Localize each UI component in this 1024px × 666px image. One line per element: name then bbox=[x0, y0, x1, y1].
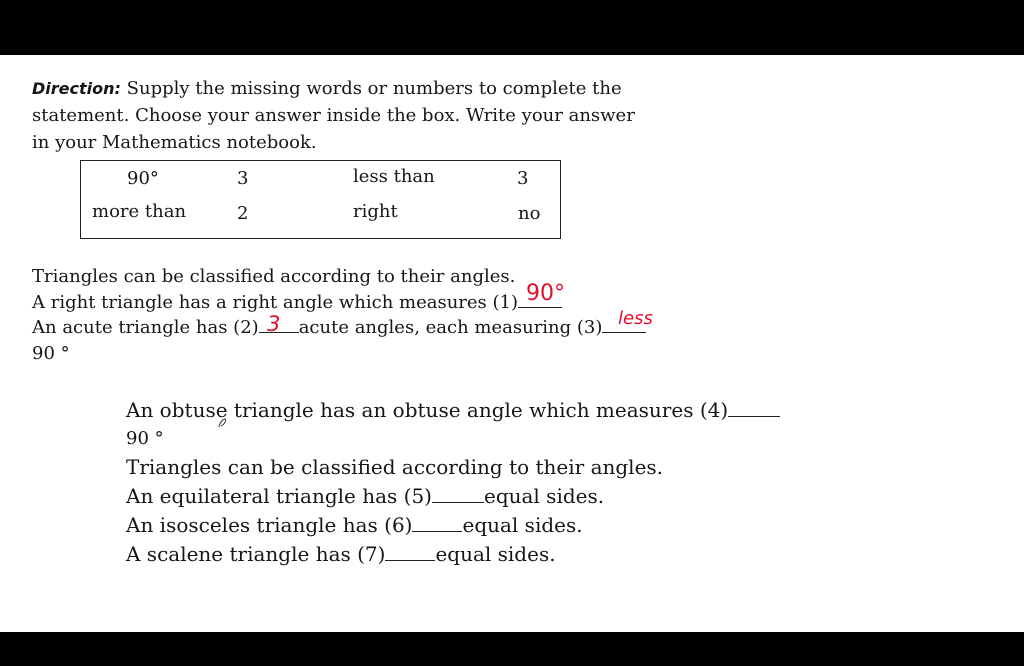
question-7-end: equal sides. bbox=[435, 542, 556, 566]
direction-text-1: Supply the missing words or numbers to complete the bbox=[126, 78, 622, 99]
handwritten-answer-2: 3 bbox=[267, 312, 281, 336]
question-5-end: equal sides. bbox=[483, 484, 605, 508]
choice-cell: no bbox=[518, 203, 541, 224]
question-3-text: acute angles, each measuring (3) bbox=[298, 317, 603, 339]
choice-cell: 3 bbox=[237, 168, 249, 189]
choice-cell: 3 bbox=[517, 168, 529, 189]
question-4-text: An obtuse triangle has an obtuse angle which measures (4) bbox=[126, 398, 729, 422]
question-6-end: equal sides. bbox=[462, 513, 583, 537]
choice-cell: less than bbox=[353, 166, 435, 187]
part1-line-4: 90 ° bbox=[32, 343, 70, 364]
top-black-bar bbox=[0, 0, 1024, 55]
question-5-text: An equilateral triangle has (5) bbox=[126, 484, 432, 508]
direction-line-2: statement. Choose your answer inside the box. Write your answer bbox=[32, 105, 635, 126]
handwritten-answer-3: less bbox=[618, 308, 653, 329]
blank-4 bbox=[728, 398, 780, 417]
direction-line-3: in your Mathematics notebook. bbox=[32, 132, 317, 153]
pen-stroke-mark bbox=[217, 415, 229, 429]
question-6-text: An isosceles triangle has (6) bbox=[126, 513, 413, 537]
question-2-text: An acute triangle has (2) bbox=[32, 317, 259, 339]
part2-line-3: Triangles can be classified according to their angles. bbox=[126, 455, 664, 479]
question-7-text: A scalene triangle has (7) bbox=[126, 542, 386, 566]
part1-line-1: Triangles can be classified according to their angles. bbox=[32, 266, 516, 287]
part1-line-3 bbox=[32, 316, 646, 338]
part1-line-2 bbox=[32, 291, 562, 313]
handwritten-answer-1: 90° bbox=[526, 281, 565, 306]
direction-line-1 bbox=[32, 78, 622, 99]
worksheet-page bbox=[0, 55, 1024, 632]
choice-cell: more than bbox=[92, 201, 187, 222]
choice-cell: right bbox=[353, 201, 398, 222]
bottom-black-bar bbox=[0, 632, 1024, 666]
direction-label: Direction: bbox=[32, 79, 121, 98]
part2-line-5 bbox=[126, 513, 583, 537]
choice-cell: 90° bbox=[127, 168, 159, 189]
choice-cell: 2 bbox=[237, 203, 249, 224]
blank-5 bbox=[432, 484, 484, 503]
answer-choice-box bbox=[80, 160, 561, 239]
blank-7 bbox=[385, 542, 435, 561]
question-1-text: A right triangle has a right angle which measures (1) bbox=[32, 292, 519, 314]
part2-line-6 bbox=[126, 542, 556, 566]
part2-line-2: 90 ° bbox=[126, 428, 164, 449]
part2-line-4 bbox=[126, 484, 604, 508]
blank-6 bbox=[412, 513, 462, 532]
